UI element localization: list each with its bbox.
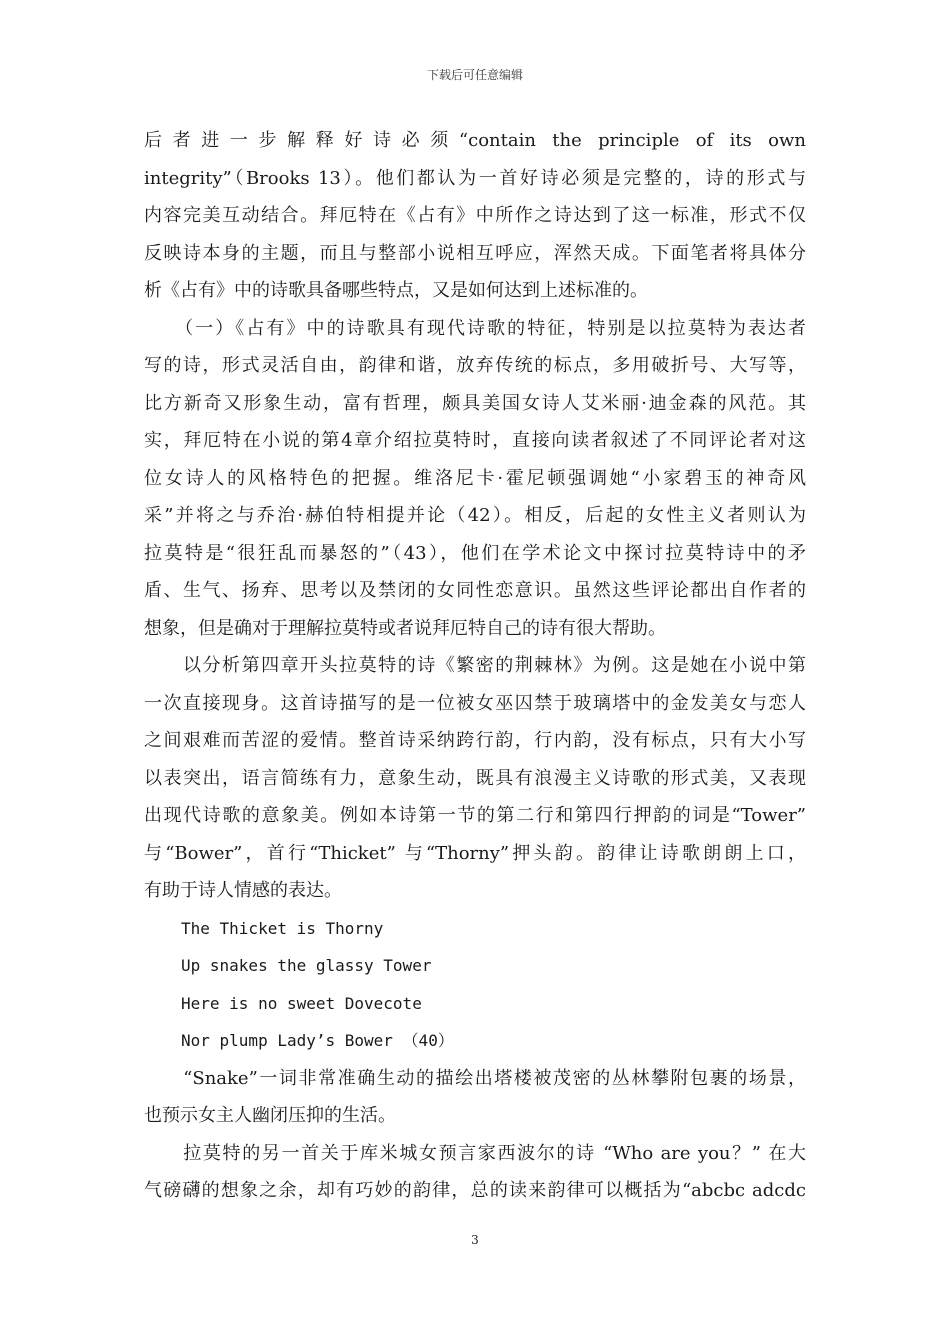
text-line: 写的诗，形式灵活自由，韵律和谐，放弃传统的标点，多用破折号、大写等， xyxy=(144,355,806,376)
text-line: 想象，但是确对于理解拉莫特或者说拜厄特自己的诗有很大帮助。 xyxy=(144,617,666,639)
text-line: 与“Bower”，首行“Thicket” 与“Thorny”押头韵。韵律让诗歌朗朗上口， xyxy=(144,842,806,864)
text-line: 比方新奇又形象生动，富有哲理，颇具美国女诗人艾米丽·迪金森的风范。其 xyxy=(144,392,806,414)
text-line: 采”并将之与乔治·赫伯特相提并论（42）。相反，后起的女性主义者则认为 xyxy=(144,505,806,526)
text-line: 气磅礴的想象之余，却有巧妙的韵律，总的读来韵律可以概括为“abcbc adcdc xyxy=(144,1180,806,1201)
poem-line: Here is no sweet Dovecote xyxy=(181,993,422,1013)
text-line: 析《占有》中的诗歌具备哪些特点，又是如何达到上述标准的。 xyxy=(144,280,648,301)
text-line: （一）《占有》中的诗歌具有现代诗歌的特征，特别是以拉莫特为表达者 xyxy=(144,317,806,339)
text-line: 一次直接现身。这首诗描写的是一位被女巫囚禁于玻璃塔中的金发美女与恋人 xyxy=(144,692,806,714)
text-line: “Snake”一词非常准确生动的描绘出塔楼被茂密的丛林攀附包裹的场景， xyxy=(144,1067,806,1089)
text-line: 拉莫特的另一首关于库米城女预言家西波尔的诗 “Who are you？” 在大 xyxy=(144,1142,806,1164)
text-line: 之间艰难而苦涩的爱情。整首诗采纳跨行韵，行内韵，没有标点，只有大小写 xyxy=(144,730,806,751)
poem-line: Nor plump Lady’s Bower （40） xyxy=(181,1031,454,1050)
text-line: 以分析第四章开头拉莫特的诗《繁密的荆棘林》为例。这是她在小说中第 xyxy=(144,655,806,676)
text-line: 实，拜厄特在小说的第4章介绍拉莫特时，直接向读者叙述了不同评论者对这 xyxy=(144,430,806,451)
text-line: 位女诗人的风格特色的把握。维洛尼卡·霍尼顿强调她“小家碧玉的神奇风 xyxy=(144,467,806,489)
text-line: 出现代诗歌的意象美。例如本诗第一节的第二行和第四行押韵的词是“Tower” xyxy=(144,805,806,826)
text-line: 也预示女主人幽闭压抑的生活。 xyxy=(144,1105,396,1126)
poem-line: The Thicket is Thorny xyxy=(181,918,384,938)
text-line: 有助于诗人情感的表达。 xyxy=(144,880,342,901)
document-body xyxy=(144,122,806,1210)
text-line: 内容完美互动结合。拜厄特在《占有》中所作之诗达到了这一标准，形式不仅 xyxy=(144,205,806,226)
text-line: 反映诗本身的主题，而且与整部小说相互呼应，浑然天成。下面笔者将具体分 xyxy=(144,242,806,264)
text-line: 后者进一步解释好诗必须“contain the principle of its own xyxy=(144,130,806,151)
page-number: 3 xyxy=(471,1233,479,1247)
page-header: 下载后可任意编辑 xyxy=(426,68,523,82)
text-line: 以表突出，语言简练有力，意象生动，既具有浪漫主义诗歌的形式美，又表现 xyxy=(144,767,806,789)
text-line: integrity”（Brooks 13）。他们都认为一首好诗必须是完整的，诗的形式与 xyxy=(144,167,806,189)
text-line: 盾、生气、扬弃、思考以及禁闭的女同性恋意识。虽然这些评论都出自作者的 xyxy=(144,580,806,601)
poem-line: Up snakes the glassy Tower xyxy=(181,956,432,975)
text-line: 拉莫特是“很狂乱而暴怒的”（43），他们在学术论文中探讨拉莫特诗中的矛 xyxy=(144,542,806,564)
